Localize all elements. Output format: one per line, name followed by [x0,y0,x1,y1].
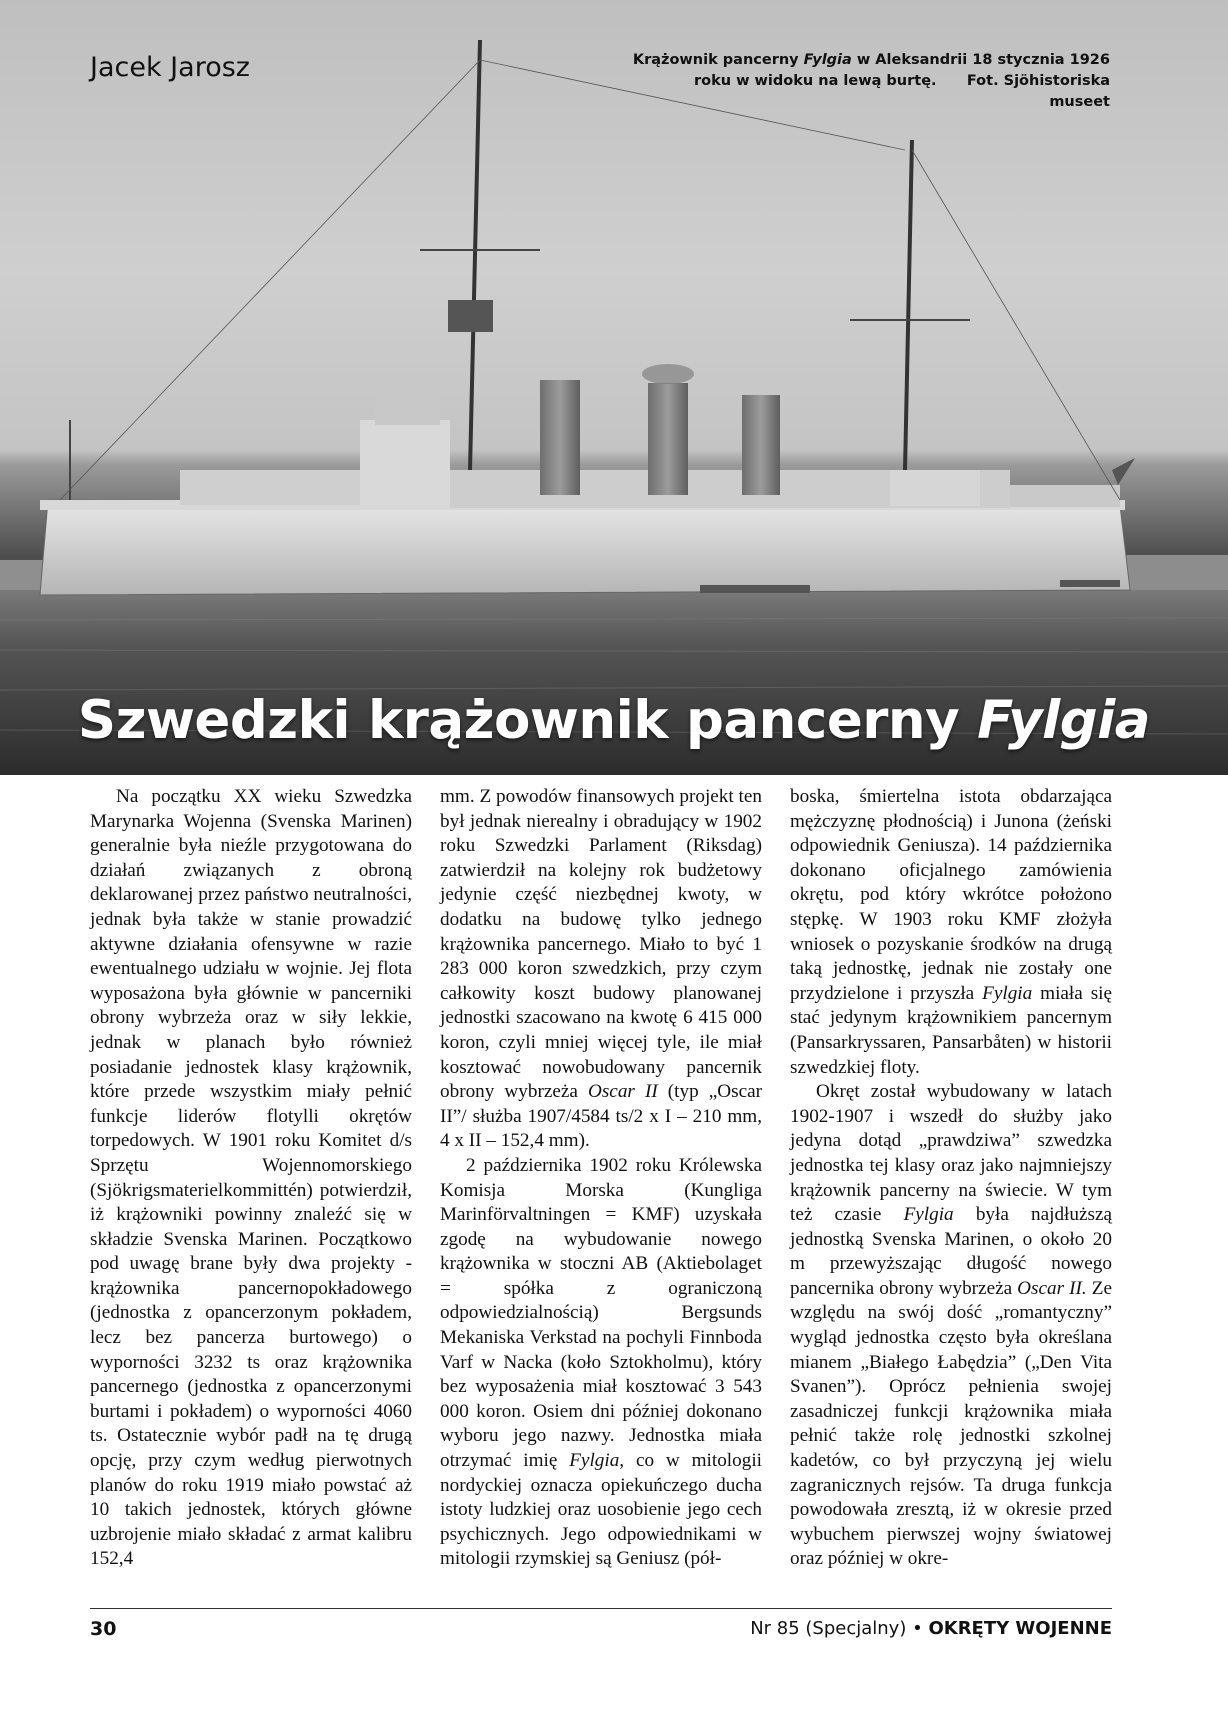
ship-photo [0,0,1228,775]
page-number: 30 [90,1618,117,1640]
issue-number: Nr 85 (Specjalny) [750,1618,907,1639]
caption-ship-name: Fylgia [803,52,852,68]
ship-illustration [0,0,1228,775]
paragraph: Na początku XX wieku Szwedzka Marynarka Wojenna (Svenska Marinen) generalnie była nieźle przygotowana do działań związanych z obroną deklarowanej przez państwo neutralności, jednak była także w stanie prowadzić aktywne działania ofensywne w razie ewentualnego udziału w wojnie. Jej flota wyposażona była głównie w pancerniki obrony wybrzeża oraz w siły lekkie, jednak w planach było również posiadanie jednostek klasy krążownik, które przede wszystkim miały pełnić funkcje liderów flotylli okrętów torpedowych. W 1901 roku Komitet d/s Sprzętu Wojennomorskiego (Sjökrigsmaterielkommittén) potwierdził, iż krążowniki powinny znaleźć się w składzie Svenska Marinen. Początkowo pod uwagę brane były dwa projekty - krążownika pancernopokładowego (jednostka z opancerzonym pokładem, lecz bez pancerza burtowego) o wyporności 3232 ts oraz krążownika pancernego (jednostka z opancerzonymi burtami i pokładem) o wyporności 4060 ts. Ostatecznie wybór padł na tę drugą opcję, przy czym według pierwotnych planów do roku 1919 miało powstać aż 10 takich jednostek, których główne uzbrojenie miało składać z armat kalibru 152,4 [90,786,412,1570]
column-2 [440,785,762,1572]
text-run: Ze względu na swój dość „romantyczny” wygląd jednostka często była określana mianem „Białego Łabędzia” („Den Vita Svanen”). Oprócz pełnienia swojej zasadniczej funkcji krążownika miała pełnić także rolę jednostki szkolnej kadetów, co był przyczyną jej wielu zagranicznych rejsów. Ta druga funkcja powodowała zresztą, iż w okresie przed wybuchem pierwszej wojny światowej oraz później w okre- [790,1277,1112,1570]
ship-name: Oscar II [587,1081,658,1103]
text-run: była najdłuższą jednostką Svenska Marinen, o około 20 m przewyższając długość nowego pancernika obrony wybrzeża [790,1204,1112,1299]
column-3 [790,785,1112,1572]
article-body [90,785,1112,1575]
text-run: co w mitologii nordyckiej oznacza opiekuńczego ducha istoty ludzkiej oraz uosobienie jego cech psychicznych. Jego odpowiednikami w mitologii rzymskiej są Geniusz (pół- [440,1450,762,1570]
ship-name: Fylgia [903,1204,954,1226]
ship-name: Fylgia [982,982,1033,1004]
footer-rule [90,1608,1112,1609]
footer-issue-info [750,1618,1112,1639]
article-title [0,690,1228,751]
paragraph [790,1080,1112,1572]
bullet-separator: • [906,1618,929,1639]
title-ship-name: Fylgia [977,690,1151,751]
caption-credit: Fot. Sjöhistoriska museet [966,73,1110,110]
paragraph [790,785,1112,1080]
caption-text-end: w Aleksandrii 18 stycznia 1926 roku w widoku na lewą burtę. [693,52,1110,89]
paragraph [440,1154,762,1572]
paragraph [440,785,762,1154]
title-main: Szwedzki krążownik pancerny [77,690,978,751]
text-run: boska, śmiertelna istota obdarzająca mężczyznę płodnością) i Junona (żeński odpowiednik Geniusza). 14 października dokonano oficjalnego zamówienia okrętu, pod który wkrótce położono stępkę. W 1903 roku KMF złożyła wniosek o pozyskanie środków na drugą taką jednostkę, jednak nie zostały one przydzielone i przyszła [790,786,1112,1004]
ship-name: Oscar II. [1017,1277,1087,1299]
author-name: Jacek Jarosz [90,52,250,83]
ship-name: Fylgia, [569,1450,625,1472]
text-run: miała się stać jedynym krążownikiem pancernym (Pansarkryssaren, Pansarbåten) w historii szwedzkiej floty. [790,982,1113,1078]
column-1 [90,785,412,1572]
text-run: (typ „Oscar II”/ służba 1907/4584 ts/2 x I – 210 mm, 4 x II – 152,4 mm). [440,1081,763,1152]
text-run: mm. Z powodów finansowych projekt ten był jednak nierealny i obradujący w 1902 roku Szwedzki Parlament (Riksdag) zatwierdził na kolejny rok budżetowy jedynie część niezbędnej kwoty, w dodatku na budowę tylko jednego krążownika pancernego. Miało to być 1 283 000 koron szwedzkich, przy czym całkowity koszt budowy planowanej jednostki szacowano na kwotę 6 415 000 koron, czyli mniej więcej tyle, ile miał kosztować nowobudowany pancernik obrony wybrzeża [440,786,762,1103]
text-run: Okręt został wybudowany w latach 1902-1907 i wszedł do służby jako jedyna dotąd „prawdziwa” szwedzka jednostka tej klasy oraz jako najmniejszy krążownik pancerny na świecie. W tym też czasie [790,1081,1112,1226]
photo-caption [630,50,1110,113]
caption-text-start: Krążownik pancerny [632,52,804,68]
text-run: 2 października 1902 roku Królewska Komisja Morska (Kungliga Marinförvaltningen = KMF) uzyskała zgodę na wybudowanie nowego krążownika w stoczni AB (Aktiebolaget = spółka z ograniczoną odpowiedzialnością) Bergsunds Mekaniska Verkstad na pochyli Finnboda Varf w Nacka (koło Sztokholmu), który bez wyposażenia miał kosztować 3 543 000 koron. Osiem dni później dokonano wyboru jego nazwy. Jednostka miała otrzymać imię [440,1154,762,1472]
magazine-name: OKRĘTY WOJENNE [928,1618,1112,1639]
